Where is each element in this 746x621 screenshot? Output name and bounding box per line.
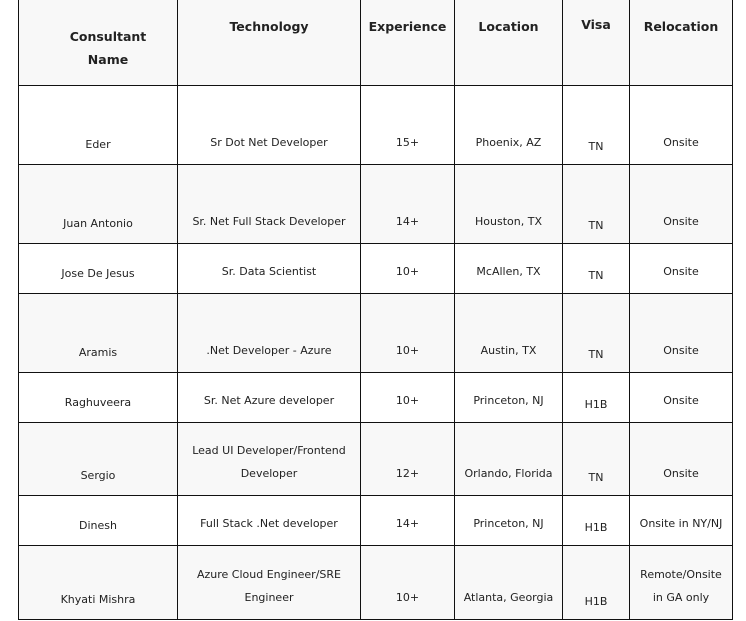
- cell-technology: .Net Developer - Azure: [178, 294, 361, 373]
- cell-visa: TN: [563, 244, 630, 294]
- cell-relocation: Onsite: [630, 294, 733, 373]
- cell-location: Atlanta, Georgia: [455, 546, 563, 620]
- consultant-table: [18, 0, 733, 620]
- header-technology-label: Technology: [229, 19, 309, 34]
- cell-visa: TN: [563, 165, 630, 244]
- cell-relocation: Onsite in NY/NJ: [630, 496, 733, 546]
- table-row: [19, 423, 733, 496]
- header-name-line1: Consultant: [69, 29, 147, 44]
- cell-experience: 10+: [361, 244, 455, 294]
- cell-visa: TN: [563, 423, 630, 496]
- cell-visa: TN: [563, 86, 630, 165]
- header-relocation-label: Relocation: [643, 19, 719, 34]
- cell-location: Phoenix, AZ: [455, 86, 563, 165]
- table-row: [19, 546, 733, 620]
- cell-location: McAllen, TX: [455, 244, 563, 294]
- cell-name: Raghuveera: [19, 373, 178, 423]
- header-technology: [178, 0, 361, 86]
- cell-location: Austin, TX: [455, 294, 563, 373]
- header-experience-label: Experience: [368, 19, 447, 34]
- cell-relocation: Onsite: [630, 165, 733, 244]
- cell-name: Aramis: [19, 294, 178, 373]
- header-row: [19, 0, 733, 86]
- cell-experience: 10+: [361, 373, 455, 423]
- cell-experience: 10+: [361, 294, 455, 373]
- cell-relocation: Onsite: [630, 423, 733, 496]
- cell-visa: TN: [563, 294, 630, 373]
- cell-experience: 15+: [361, 86, 455, 165]
- header-name-line2: Name: [87, 52, 129, 67]
- cell-name: Juan Antonio: [19, 165, 178, 244]
- header-location: [455, 0, 563, 86]
- cell-relocation: Onsite: [630, 244, 733, 294]
- cell-relocation: Onsite: [630, 86, 733, 165]
- cell-visa: H1B: [563, 496, 630, 546]
- cell-experience: 10+: [361, 546, 455, 620]
- table-row: [19, 496, 733, 546]
- cell-location: Orlando, Florida: [455, 423, 563, 496]
- cell-name: Eder: [19, 86, 178, 165]
- table-row: [19, 165, 733, 244]
- cell-location: Princeton, NJ: [455, 373, 563, 423]
- header-relocation: [630, 0, 733, 86]
- cell-location: Princeton, NJ: [455, 496, 563, 546]
- cell-visa: H1B: [563, 373, 630, 423]
- cell-experience: 14+: [361, 165, 455, 244]
- cell-technology: Full Stack .Net developer: [178, 496, 361, 546]
- cell-location: Houston, TX: [455, 165, 563, 244]
- table-row: [19, 244, 733, 294]
- table-row: [19, 86, 733, 165]
- cell-experience: 12+: [361, 423, 455, 496]
- cell-name: Jose De Jesus: [19, 244, 178, 294]
- cell-name: Dinesh: [19, 496, 178, 546]
- header-consultant-name: [19, 0, 178, 86]
- cell-experience: 14+: [361, 496, 455, 546]
- cell-technology: Sr. Net Full Stack Developer: [178, 165, 361, 244]
- cell-relocation: Remote/Onsite in GA only: [630, 546, 733, 620]
- header-visa: [563, 0, 630, 86]
- header-location-label: Location: [478, 19, 539, 34]
- cell-technology: Lead UI Developer/Frontend Developer: [178, 423, 361, 496]
- cell-visa: H1B: [563, 546, 630, 620]
- cell-relocation: Onsite: [630, 373, 733, 423]
- cell-technology: Sr. Net Azure developer: [178, 373, 361, 423]
- cell-name: Sergio: [19, 423, 178, 496]
- cell-name: Khyati Mishra: [19, 546, 178, 620]
- header-experience: [361, 0, 455, 86]
- cell-technology: Sr. Data Scientist: [178, 244, 361, 294]
- cell-technology: Azure Cloud Engineer/SRE Engineer: [178, 546, 361, 620]
- table-row: [19, 294, 733, 373]
- header-visa-label: Visa: [581, 17, 611, 32]
- cell-technology: Sr Dot Net Developer: [178, 86, 361, 165]
- table-row: [19, 373, 733, 423]
